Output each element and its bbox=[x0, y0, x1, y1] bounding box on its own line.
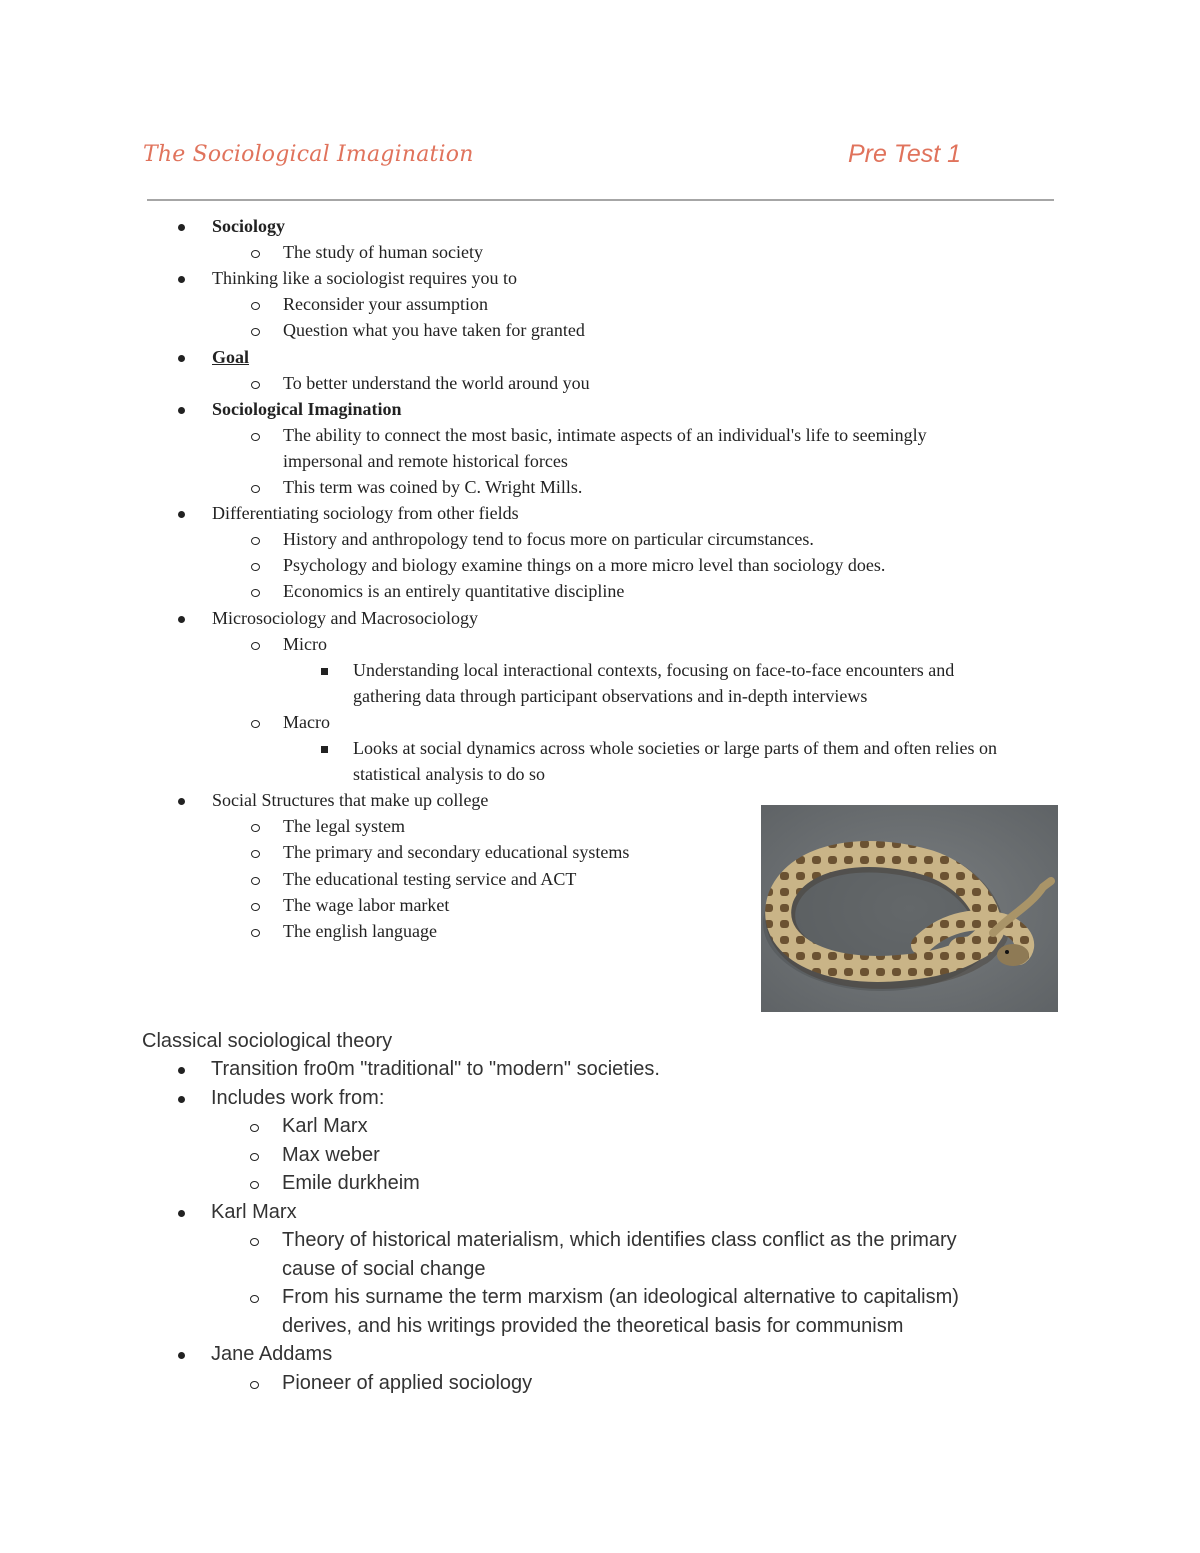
bullet-circle-icon bbox=[251, 381, 260, 389]
bullet-circle-icon bbox=[250, 1124, 259, 1132]
list-item: Social Structures that make up college bbox=[212, 790, 489, 811]
bullet-circle-icon bbox=[251, 929, 260, 937]
list-item: Differentiating sociology from other fields bbox=[212, 503, 519, 524]
list-item: gathering data through participant observations and in-depth interviews bbox=[353, 685, 868, 706]
bullet-circle-icon bbox=[251, 877, 260, 885]
bullet-dot-icon bbox=[178, 798, 185, 805]
list-item: The wage labor market bbox=[283, 894, 450, 915]
bullet-circle-icon bbox=[250, 1181, 259, 1189]
bullet-circle-icon bbox=[251, 589, 260, 597]
bullet-dot-icon bbox=[178, 355, 185, 362]
list-item: Max weber bbox=[282, 1143, 380, 1166]
bullet-dot-icon bbox=[178, 276, 185, 283]
list-item: cause of social change bbox=[282, 1257, 486, 1280]
list-item: The study of human society bbox=[283, 242, 483, 263]
list-item: Goal bbox=[212, 346, 250, 367]
section-heading: Classical sociological theory bbox=[142, 1030, 393, 1052]
bullet-circle-icon bbox=[251, 824, 260, 832]
bullet-circle-icon bbox=[250, 1153, 259, 1161]
snake-photo bbox=[761, 805, 1058, 1012]
list-item: Thinking like a sociologist requires you to bbox=[212, 268, 517, 289]
bullet-dot-icon bbox=[178, 1210, 185, 1217]
bullet-dot-icon bbox=[178, 1096, 185, 1103]
list-item: Sociological Imagination bbox=[212, 398, 402, 419]
bullet-dot-icon bbox=[178, 1067, 185, 1074]
list-item: Psychology and biology examine things on a more micro level than sociology does. bbox=[283, 555, 886, 576]
bullet-circle-icon bbox=[251, 302, 260, 310]
list-item: The legal system bbox=[283, 816, 405, 837]
bullet-circle-icon bbox=[251, 720, 260, 728]
bullet-circle-icon bbox=[251, 328, 260, 336]
bullet-circle-icon bbox=[250, 1381, 259, 1389]
list-item: Includes work from: bbox=[211, 1086, 385, 1109]
bullet-square-icon bbox=[321, 668, 328, 675]
list-item: Looks at social dynamics across whole societies or large parts of them and often relies on bbox=[353, 738, 997, 758]
bullet-circle-icon bbox=[251, 485, 260, 493]
list-item: Reconsider your assumption bbox=[283, 294, 488, 315]
bullet-circle-icon bbox=[251, 563, 260, 571]
list-item: Question what you have taken for granted bbox=[283, 320, 585, 341]
list-item: statistical analysis to do so bbox=[353, 764, 545, 785]
test-label: Pre Test 1 bbox=[848, 140, 962, 168]
list-item: Micro bbox=[283, 633, 327, 654]
bullet-circle-icon bbox=[251, 642, 260, 650]
bullet-dot-icon bbox=[178, 224, 185, 231]
list-item: From his surname the term marxism (an ideological alternative to capitalism) bbox=[282, 1286, 959, 1308]
bullet-square-icon bbox=[321, 746, 328, 753]
bullet-circle-icon bbox=[251, 433, 260, 441]
bullet-circle-icon bbox=[250, 1295, 259, 1303]
document-title: The Sociological Imagination bbox=[143, 142, 474, 167]
list-item: The educational testing service and ACT bbox=[283, 868, 577, 889]
list-item: Emile durkheim bbox=[282, 1172, 420, 1194]
list-item: Understanding local interactional contexts, focusing on face-to-face encounters and bbox=[353, 659, 955, 680]
list-item: Transition fro0m "traditional" to "modern" societies. bbox=[211, 1058, 660, 1080]
bullet-circle-icon bbox=[251, 537, 260, 545]
list-item: The english language bbox=[283, 920, 437, 941]
list-item: Theory of historical materialism, which identifies class conflict as the primary bbox=[282, 1229, 957, 1251]
bullet-circle-icon bbox=[251, 250, 260, 258]
bullet-circle-icon bbox=[251, 850, 260, 858]
bullet-dot-icon bbox=[178, 616, 185, 623]
list-item: Economics is an entirely quantitative discipline bbox=[283, 581, 625, 602]
list-item: To better understand the world around you bbox=[283, 372, 590, 393]
list-item: Jane Addams bbox=[211, 1343, 333, 1365]
bullet-dot-icon bbox=[178, 511, 185, 518]
bullet-dot-icon bbox=[178, 1352, 185, 1359]
bullet-circle-icon bbox=[251, 903, 260, 911]
list-item: derives, and his writings provided the theoretical basis for communism bbox=[282, 1314, 904, 1337]
list-item: impersonal and remote historical forces bbox=[283, 450, 568, 471]
list-item: Pioneer of applied sociology bbox=[282, 1371, 533, 1394]
list-item: Karl Marx bbox=[282, 1115, 368, 1137]
bullet-dot-icon bbox=[178, 407, 185, 414]
header-divider bbox=[147, 199, 1054, 201]
list-item: History and anthropology tend to focus more on particular circumstances. bbox=[283, 529, 814, 550]
list-item: Microsociology and Macrosociology bbox=[212, 607, 478, 628]
list-item: Karl Marx bbox=[211, 1200, 297, 1223]
list-item: The primary and secondary educational systems bbox=[283, 842, 630, 863]
list-item: Macro bbox=[283, 711, 330, 732]
bullet-circle-icon bbox=[250, 1238, 259, 1246]
list-item: The ability to connect the most basic, intimate aspects of an individual's life to seemingly bbox=[283, 424, 927, 445]
list-item: This term was coined by C. Wright Mills. bbox=[283, 477, 583, 497]
list-item: Sociology bbox=[212, 216, 286, 236]
